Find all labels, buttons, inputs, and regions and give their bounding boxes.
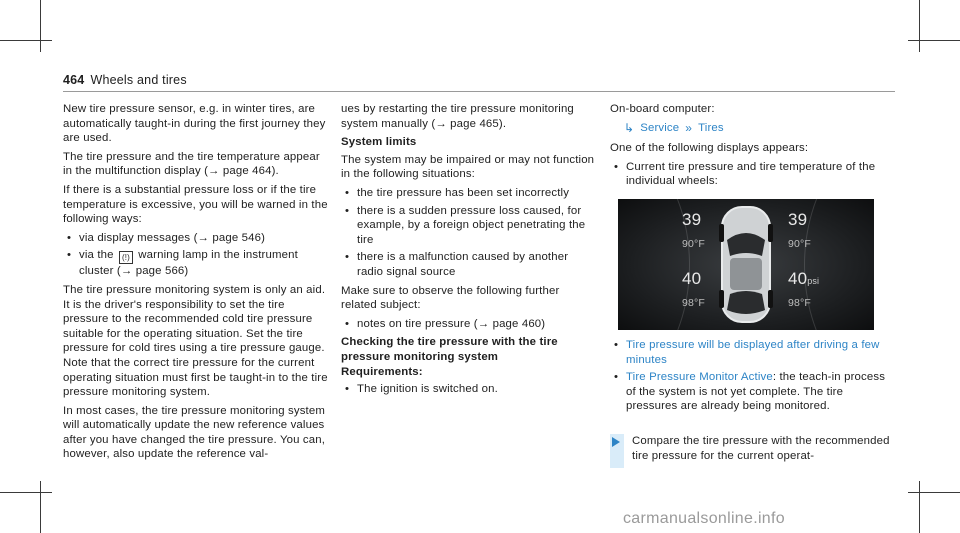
- rear-left-pressure: 40: [682, 268, 702, 288]
- paragraph: On-board computer:: [610, 103, 715, 115]
- rear-left-temperature: 98°F: [682, 296, 705, 309]
- list-item: • notes on tire pressure (→ page 460): [341, 317, 597, 332]
- menu-path: [624, 121, 895, 136]
- bullet-list: [341, 317, 597, 332]
- tire-pressure-display: [618, 199, 874, 330]
- section-title: Wheels and tires: [90, 73, 187, 87]
- paragraph: ues by restarting the tire pressure monitoring system manually (→ page 465).: [341, 103, 574, 130]
- column-3: [610, 102, 895, 468]
- list-item: • there is a sudden pressure loss caused, for example, by a foreign object penetrating the tire: [341, 204, 597, 248]
- rear-right-temperature: 98°F: [788, 296, 811, 309]
- column-2: [341, 102, 597, 401]
- pressure-unit: psi: [807, 275, 820, 286]
- section-heading: Checking the tire pressure with the tire pressure monitoring system: [341, 336, 558, 363]
- instruction-step: [610, 434, 895, 468]
- crop-mark: [908, 492, 960, 493]
- list-item: [610, 338, 895, 367]
- gauge-arc: [618, 199, 690, 330]
- paragraph: The tire pressure monitoring system is only an aid. It is the driver's responsibility to set the tire pressure to the recommended cold tire pressure suitable for the operating situation. Set the tire pressure for cold tires using a tire pressure gauge. Note that the correct tire pressure for the current operating situation must first be taught-in to the tire pressure monitoring system.: [63, 283, 328, 399]
- step-text: Compare the tire pressure with the recommended tire pressure for the current operat-: [632, 434, 890, 462]
- bullet-list: [610, 338, 895, 414]
- header-divider: [63, 91, 895, 92]
- display-message: Tire pressure will be displayed after driving a few minutes: [626, 338, 880, 366]
- front-left-temperature: 90°F: [682, 237, 705, 250]
- display-message: Tire Pressure Monitor Active: [626, 371, 773, 384]
- front-right-pressure: 39: [788, 209, 808, 229]
- bullet-list: [341, 382, 597, 397]
- bullet-list: [341, 186, 597, 280]
- crop-mark: [0, 492, 52, 493]
- requirements-heading: Requirements:: [341, 365, 423, 378]
- page-header: [63, 73, 187, 87]
- crop-mark: [40, 481, 41, 533]
- list-item: • via the (!) warning lamp in the instrument cluster (→ page 566): [63, 248, 331, 279]
- paragraph: In most cases, the tire pressure monitoring system will automatically update the new reference values after you have changed the tire pressure. You can, however, also update the reference val-: [63, 404, 326, 461]
- list-item: • there is a malfunction caused by another radio signal source: [341, 250, 597, 279]
- play-arrow-icon: [612, 437, 620, 447]
- step-marker: [610, 434, 624, 468]
- paragraph: If there is a substantial pressure loss or if the tire temperature is excessive, you will be warned in the following ways:: [63, 183, 328, 226]
- front-right-temperature: 90°F: [788, 237, 811, 250]
- double-chevron-right-icon: »: [685, 120, 693, 135]
- crop-mark: [919, 481, 920, 533]
- list-item: • The ignition is switched on.: [341, 382, 597, 397]
- menu-item-service: Service: [640, 121, 680, 134]
- section-heading: System limits: [341, 136, 417, 149]
- crop-mark: [908, 40, 960, 41]
- paragraph: New tire pressure sensor, e.g. in winter tires, are automatically taught-in during the first journey they are used.: [63, 103, 326, 145]
- menu-item-tires: Tires: [698, 121, 724, 134]
- watermark: carmanualsonline.info: [623, 510, 785, 527]
- crop-mark: [919, 0, 920, 52]
- crop-mark: [0, 40, 52, 41]
- gauge-arc: [804, 199, 874, 330]
- front-left-pressure: 39: [682, 209, 702, 229]
- rear-right-pressure: 40psi: [788, 268, 820, 288]
- bullet-list: [610, 160, 895, 189]
- page-number: 464: [63, 73, 85, 87]
- list-item: • the tire pressure has been set incorrectly: [341, 186, 597, 201]
- list-item: • Current tire pressure and tire temperature of the individual wheels:: [610, 160, 895, 189]
- menu-path-arrow-icon: ↳: [624, 120, 635, 135]
- paragraph: The system may be impaired or may not function in the following situations:: [341, 153, 595, 181]
- paragraph: The tire pressure and the tire temperature appear in the multifunction display (→ page 464).: [63, 150, 320, 178]
- column-1: [63, 102, 331, 466]
- crop-mark: [40, 0, 41, 52]
- bullet-list: [63, 231, 331, 279]
- paragraph: Make sure to observe the following further related subject:: [341, 284, 560, 312]
- car-top-view-icon: [719, 204, 773, 325]
- tire-pressure-warning-icon: (!): [119, 251, 133, 264]
- list-item: • Tire Pressure Monitor Active: the teach-in process of the system is not yet complete. The tire pressures are already being monitored.: [610, 370, 895, 414]
- paragraph: One of the following displays appears:: [610, 142, 809, 155]
- list-item: • via display messages (→ page 546): [63, 231, 331, 246]
